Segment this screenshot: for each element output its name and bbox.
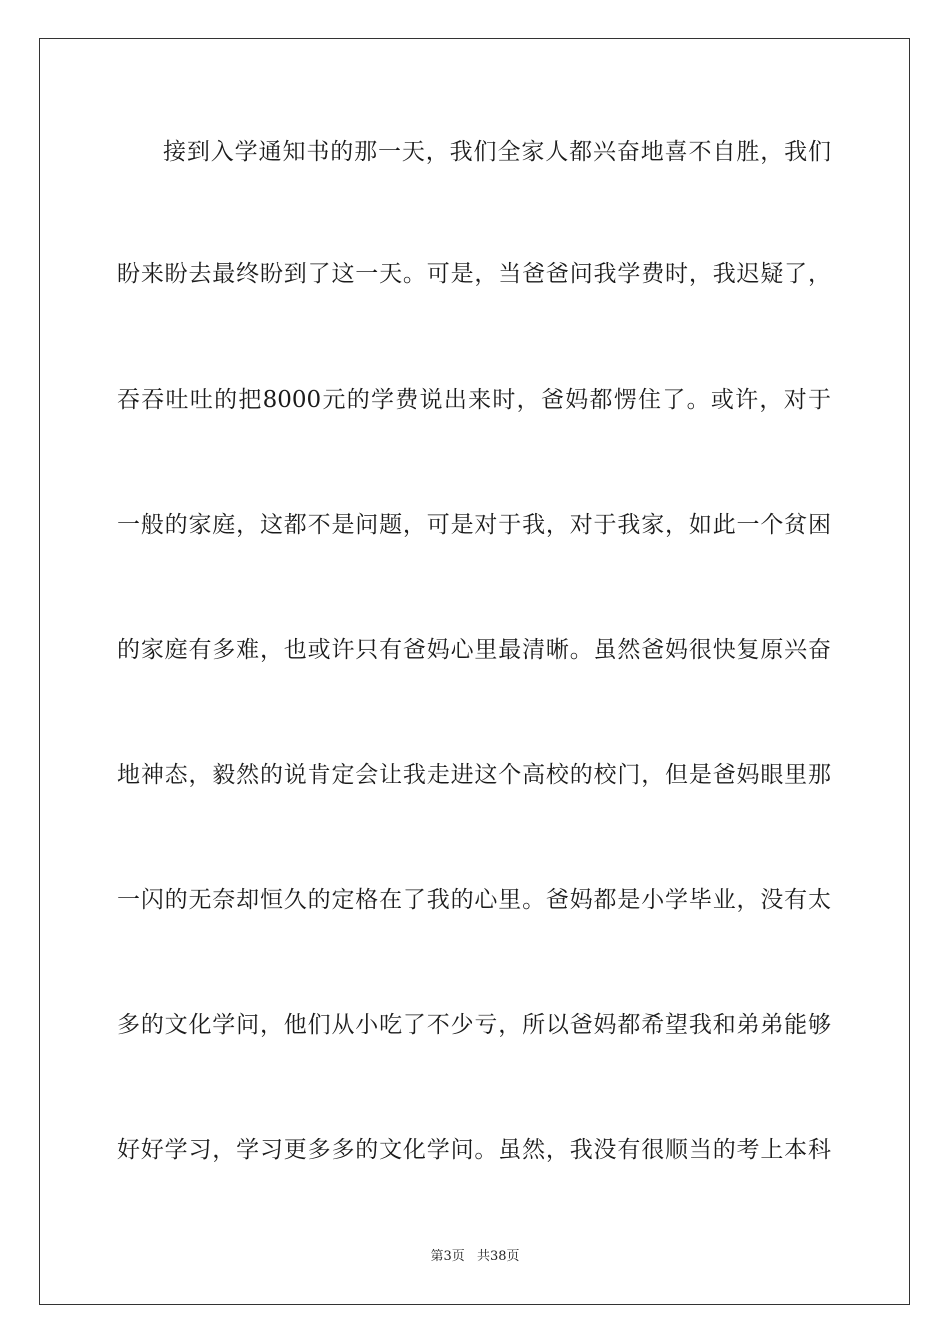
text-line-8: 多的文化学问，他们从小吃了不少亏，所以爸妈都希望我和弟弟能够: [117, 1012, 831, 1038]
page-total: 共38页: [476, 1249, 520, 1264]
text-line-7: 一闪的无奈却恒久的定格在了我的心里。爸妈都是小学毕业，没有太: [117, 887, 831, 913]
text-line-2: 盼来盼去最终盼到了这一天。可是，当爸爸问我学费时，我迟疑了，: [117, 261, 831, 287]
text-line-1: 接到入学通知书的那一天，我们全家人都兴奋地喜不自胜，我们: [163, 139, 831, 165]
text-line-4: 一般的家庭，这都不是问题，可是对于我，对于我家，如此一个贫困: [117, 512, 831, 538]
page-border: [39, 38, 910, 1305]
text-line-6: 地神态，毅然的说肯定会让我走进这个高校的校门，但是爸妈眼里那: [117, 762, 831, 788]
text-line-9: 好好学习，学习更多多的文化学问。虽然，我没有很顺当的考上本科: [117, 1137, 831, 1163]
page-footer: [0, 1248, 950, 1266]
page-number: 第3页: [430, 1249, 465, 1264]
text-line-5: 的家庭有多难，也或许只有爸妈心里最清晰。虽然爸妈很快复原兴奋: [117, 637, 831, 663]
text-line-3: 吞吞吐吐的把8000元的学费说出来时，爸妈都愣住了。或许，对于: [117, 387, 831, 413]
